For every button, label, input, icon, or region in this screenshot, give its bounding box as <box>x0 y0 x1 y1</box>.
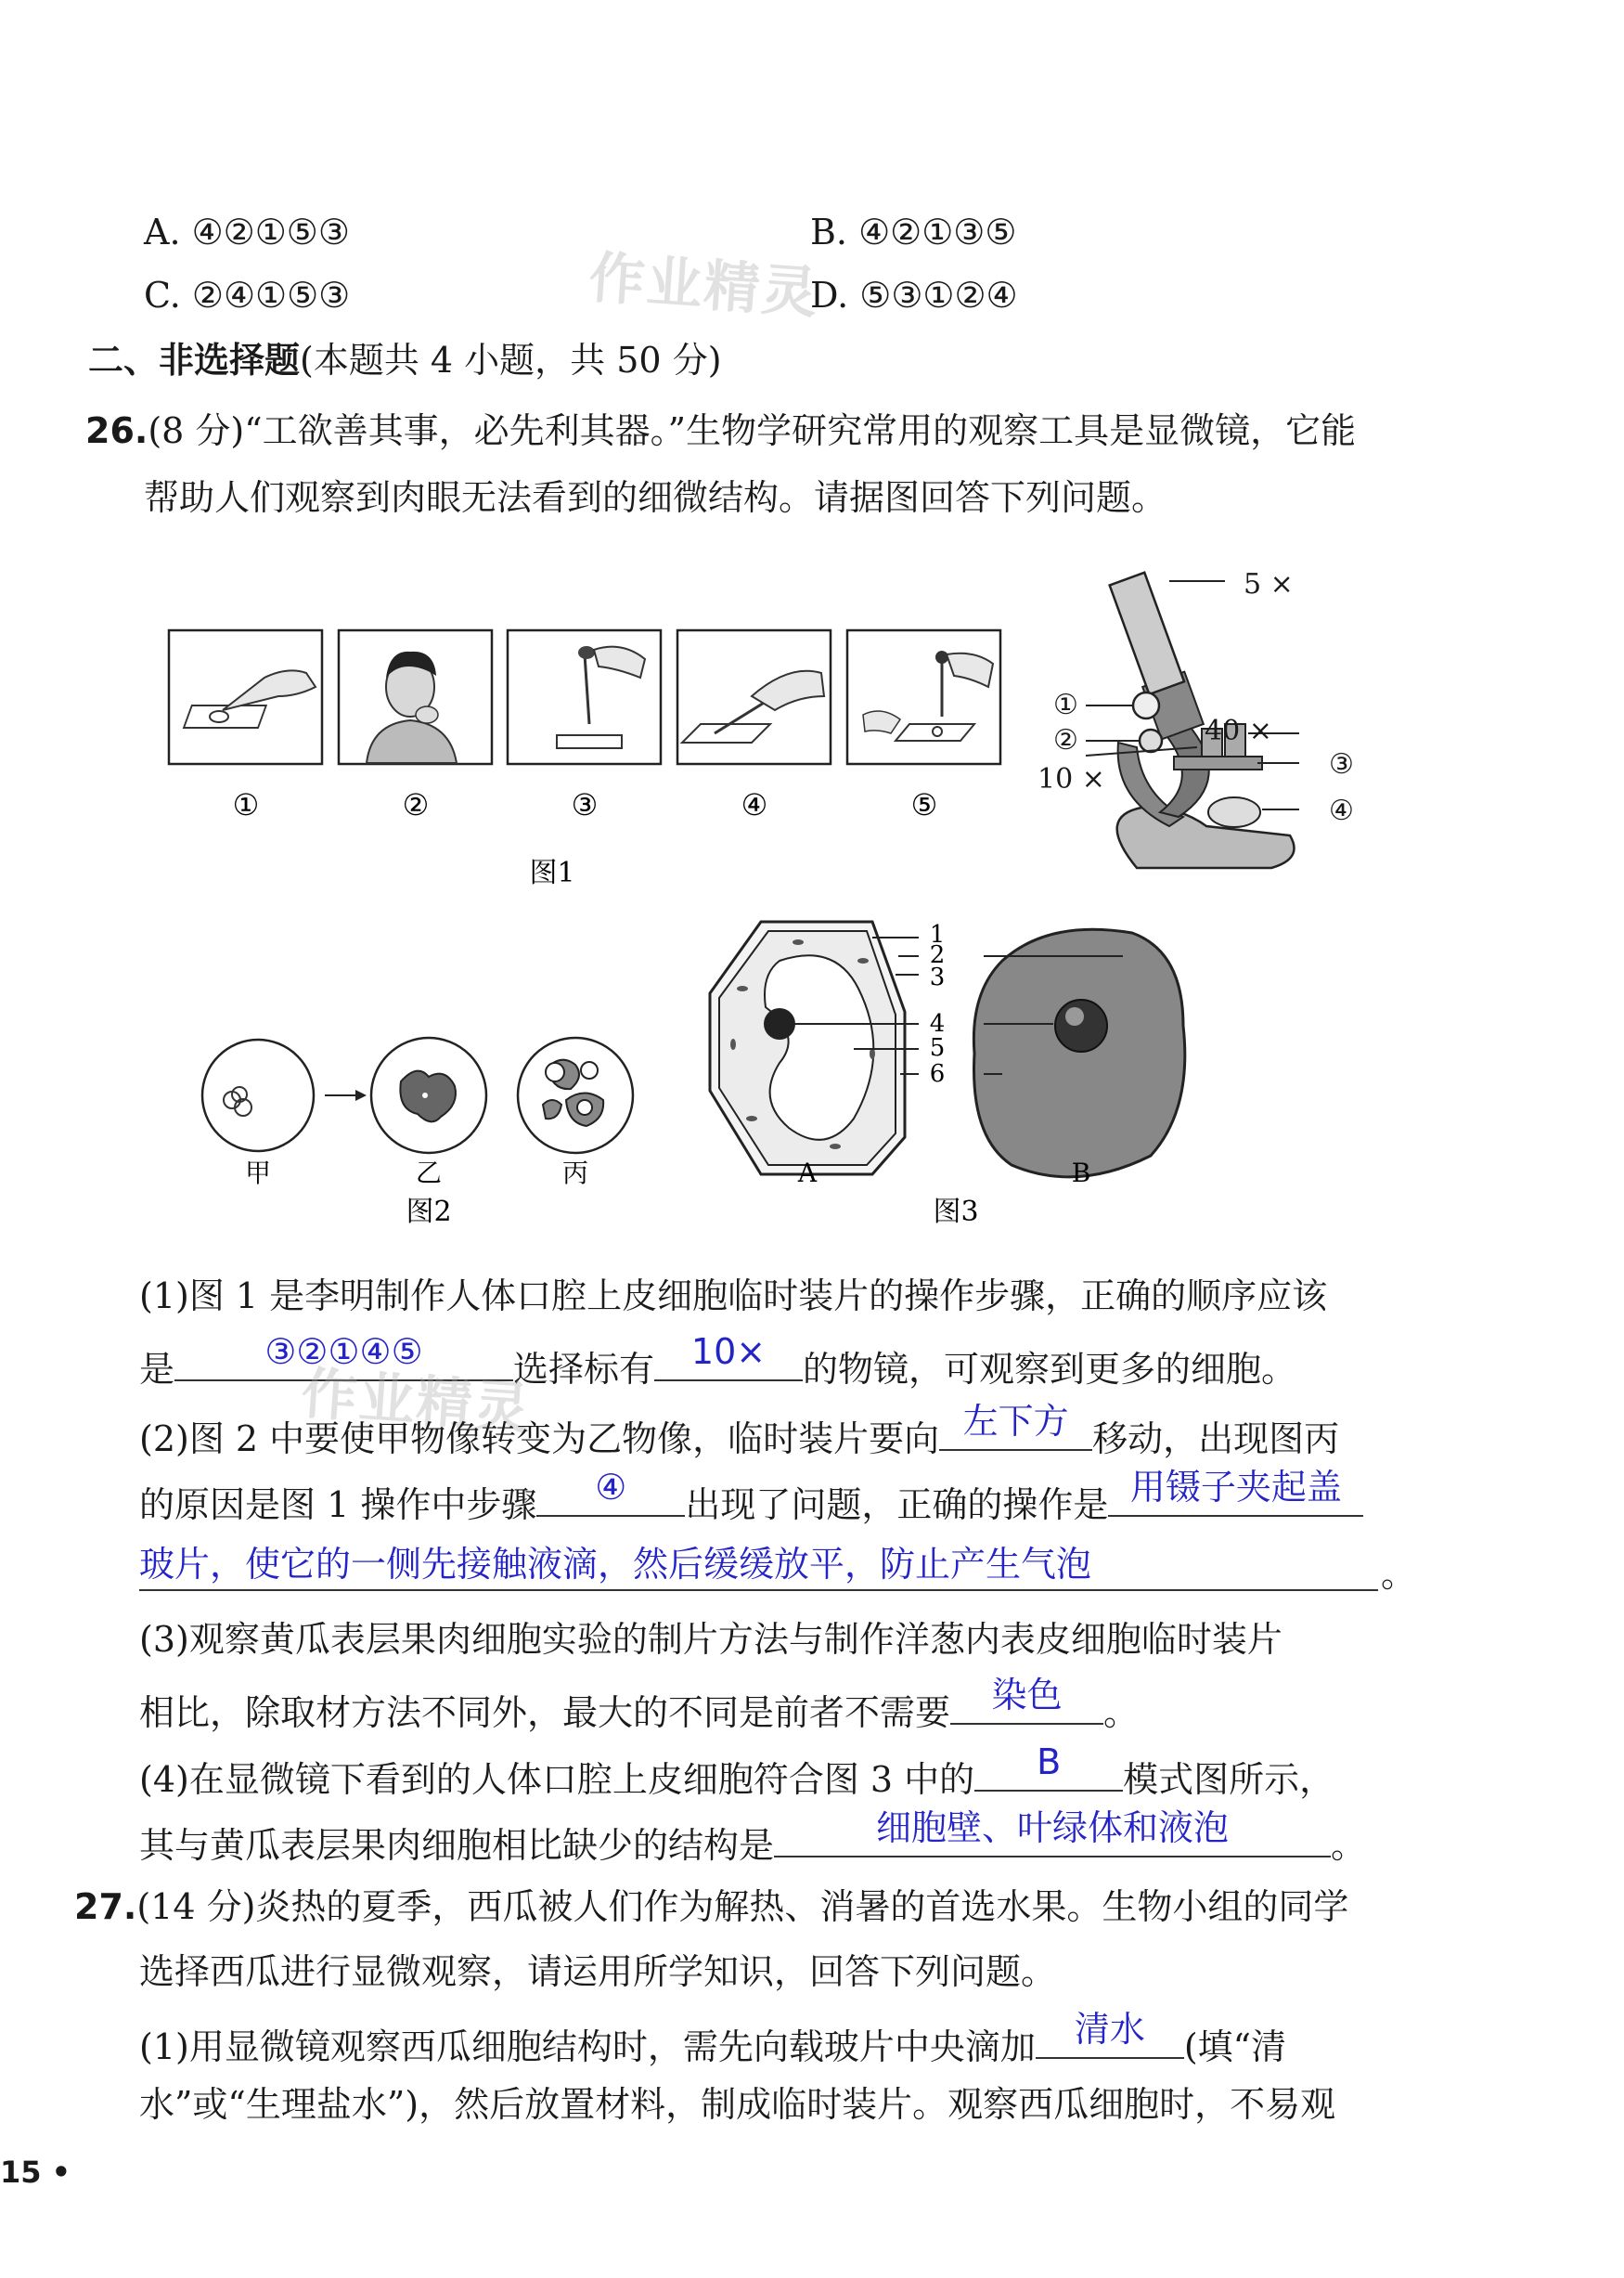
q26-p3-answer: 染色 <box>991 1675 1063 1715</box>
fig3-num-1: 1 <box>929 921 946 949</box>
q26-p2-answer-3a: 用镊子夹起盖 <box>1129 1467 1342 1508</box>
q26-p1-text-b: 选择标有 <box>513 1349 655 1390</box>
scope-label-2: ② <box>1053 724 1078 757</box>
q26-line1 <box>85 408 1356 453</box>
fig3-num-3: 3 <box>929 964 946 991</box>
scope-label-1: ① <box>1053 689 1078 721</box>
q26-p4-text-c: 其与黄瓜表层果肉细胞相比缺少的结构是 <box>139 1825 775 1866</box>
section-note: (本题共 4 小题，共 50 分) <box>300 340 722 381</box>
fig2-label-bing: 丙 <box>561 1158 589 1188</box>
scope-label-3: ③ <box>1329 748 1354 781</box>
step-label-1: ① <box>232 787 260 822</box>
scope-label-10x: 10 × <box>1038 763 1105 796</box>
q26-p4-answer-2: 细胞壁、叶绿体和液泡 <box>876 1807 1230 1848</box>
fig3-label-a: A <box>797 1158 818 1188</box>
q27-p1-line2: 水”或“生理盐水”)，然后放置材料，制成临时装片。观察西瓜细胞时，不易观 <box>139 2084 1336 2125</box>
q26-p4-answer-blank-1[interactable] <box>974 1741 1123 1792</box>
q26-p2-text-a: (2)图 2 中要使甲物像转变为乙物像，临时装片要向 <box>139 1418 940 1459</box>
q26-p2-text-d: 出现了问题，正确的操作是 <box>685 1484 1109 1525</box>
q27-text1: (14 分)炎热的夏季，西瓜被人们作为解热、消暑的首选水果。生物小组的同学 <box>136 1886 1349 1927</box>
option-b: B. ④②①③⑤ <box>810 212 1017 252</box>
q26-p4-answer-1: B <box>1037 1741 1062 1782</box>
step-panel-3 <box>508 630 661 764</box>
q26-p1-answer-2: 10× <box>690 1331 767 1372</box>
step-panel-4 <box>677 630 831 764</box>
q26-p2-text-b: 移动，出现图丙 <box>1092 1418 1340 1459</box>
watermark: 作业精灵 <box>586 245 821 327</box>
step-label-5: ⑤ <box>910 787 938 822</box>
q26-p1-line1: (1)图 1 是李明制作人体口腔上皮细胞临时装片的操作步骤，正确的顺序应该 <box>139 1275 1328 1316</box>
q26-p4-text-b: 模式图所示， <box>1123 1759 1335 1800</box>
q26-text1: (8 分)“工欲善其事，必先利其器。”生物学研究常用的观察工具是显微镜，它能 <box>148 410 1357 451</box>
section-title: 二、非选择题 <box>88 340 301 381</box>
fig3-num-2: 2 <box>929 941 946 969</box>
q27-p1-answer: 清水 <box>1074 2009 1145 2050</box>
option-a: A. ④②①⑤③ <box>144 212 350 252</box>
q26-p4-line2 <box>139 1807 1367 1868</box>
q27-p1-answer-blank[interactable] <box>1036 2009 1184 2059</box>
q26-p1-answer-blank-2[interactable] <box>654 1331 803 1381</box>
fig3-num-5: 5 <box>929 1034 946 1062</box>
q27-number: 27. <box>74 1886 137 1927</box>
figure-1 <box>158 557 1354 900</box>
option-c: C. ②④①⑤③ <box>144 275 351 316</box>
scope-label-4: ④ <box>1329 795 1354 827</box>
q26-line2: 帮助人们观察到肉眼无法看到的细微结构。请据图回答下列问题。 <box>144 477 1167 518</box>
q26-p3-answer-blank[interactable] <box>950 1675 1103 1725</box>
q27-line1 <box>74 1884 1348 1929</box>
q26-p2-answer-blank-1[interactable] <box>939 1401 1092 1451</box>
q26-number: 26. <box>85 410 148 451</box>
scope-label-5x: 5 × <box>1244 568 1294 601</box>
figure-1-caption: 图1 <box>529 857 575 889</box>
q27-p1-text-a: (1)用显微镜观察西瓜细胞结构时，需先向载玻片中央滴加 <box>139 2026 1036 2067</box>
fig2-label-yi: 乙 <box>415 1158 443 1188</box>
q26-p4-text-a: (4)在显微镜下看到的人体口腔上皮细胞符合图 3 中的 <box>139 1759 975 1800</box>
step-panel-1 <box>169 630 322 764</box>
figure-3-animal-cell <box>973 929 1184 1177</box>
q26-p2-line2 <box>139 1467 1363 1527</box>
q26-p4-end: 。 <box>1331 1825 1367 1866</box>
step-label-3: ③ <box>571 787 599 822</box>
q26-p2-answer-blank-2[interactable] <box>536 1467 685 1517</box>
step-label-2: ② <box>402 787 430 822</box>
q26-p3-line1: (3)观察黄瓜表层果肉细胞实验的制片方法与制作洋葱内表皮细胞临时装片 <box>139 1619 1282 1660</box>
figure-2-bing <box>518 1038 633 1153</box>
figure-2-caption: 图2 <box>406 1196 452 1228</box>
q26-p4-line1 <box>139 1741 1335 1802</box>
q26-p2-end: 。 <box>1381 1554 1417 1595</box>
figure-2-yi <box>371 1038 486 1153</box>
section-heading <box>88 338 722 382</box>
fig3-num-6: 6 <box>929 1060 946 1088</box>
q27-line2: 选择西瓜进行显微观察，请运用所学知识，回答下列问题。 <box>139 1951 1057 1992</box>
figure-1-svg <box>158 557 1299 900</box>
step-panel-5 <box>847 630 1000 764</box>
step-label-4: ④ <box>741 787 768 822</box>
option-d: D. ⑤③①②④ <box>810 275 1018 316</box>
q26-p2-answer-1: 左下方 <box>962 1401 1069 1442</box>
q27-p1-text-b: (填“清 <box>1183 2026 1287 2067</box>
figure-3-caption: 图3 <box>933 1196 979 1228</box>
q26-p4-answer-blank-2[interactable] <box>774 1807 1331 1857</box>
scope-label-40x: 40 × <box>1205 715 1272 747</box>
q27-p1-line1 <box>139 2009 1287 2069</box>
fig2-label-jia: 甲 <box>244 1158 272 1188</box>
q26-p2-answer-blank-3b[interactable] <box>139 1589 1378 1591</box>
q26-p3-end: 。 <box>1103 1692 1140 1733</box>
q26-p2-answer-blank-3a[interactable] <box>1108 1467 1363 1517</box>
q26-p3-text-a: 相比，除取材方法不同外，最大的不同是前者不需要 <box>139 1692 951 1733</box>
watermark-2: 作业精灵 <box>299 1361 534 1443</box>
q26-p2-text-c: 的原因是图 1 操作中步骤 <box>139 1484 537 1525</box>
figure-2-jia <box>202 1040 314 1151</box>
q26-p2-answer-3b: 玻片，使它的一侧先接触液滴，然后缓缓放平，防止产生气泡 <box>139 1544 1092 1585</box>
q26-p1-text-a: 是 <box>139 1349 175 1390</box>
q26-p3-line2 <box>139 1675 1140 1735</box>
q26-p2-answer-2: ④ <box>595 1467 627 1508</box>
step-panel-2 <box>339 630 492 764</box>
fig3-label-b: B <box>1071 1158 1091 1188</box>
page-number: 15 • <box>0 2155 71 2190</box>
q26-p1-answer-1: ③②①④⑤ <box>264 1331 423 1372</box>
fig3-num-4: 4 <box>929 1010 946 1038</box>
figure-2-3-svg <box>186 905 1253 1239</box>
q26-p1-text-c: 的物镜，可观察到更多的细胞。 <box>803 1349 1297 1390</box>
figures-2-3 <box>186 905 1253 1239</box>
